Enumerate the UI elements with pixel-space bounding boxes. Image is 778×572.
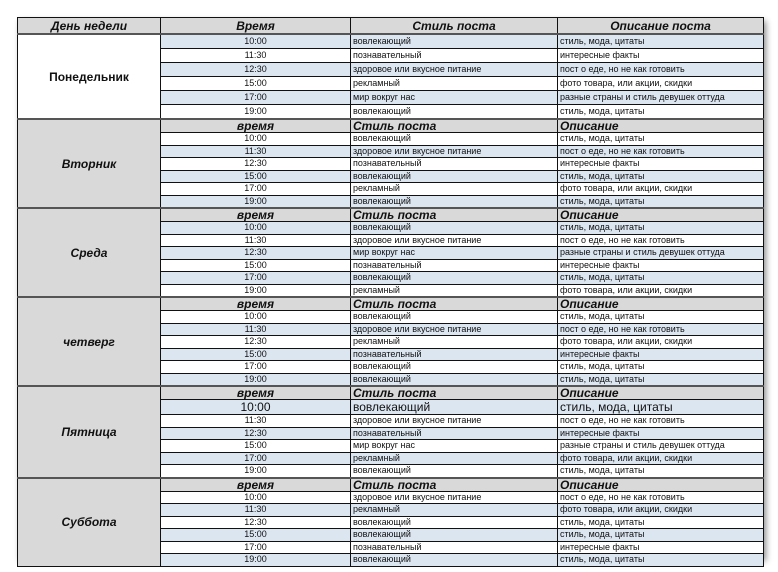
- time-cell[interactable]: 19:00: [161, 195, 351, 208]
- time-cell[interactable]: 19:00: [161, 373, 351, 386]
- post-style-cell[interactable]: вовлекающий: [351, 361, 558, 374]
- time-cell[interactable]: 17:00: [161, 452, 351, 465]
- header-description[interactable]: Описание поста: [558, 18, 764, 35]
- time-cell[interactable]: 15:00: [161, 529, 351, 542]
- post-style-cell[interactable]: вовлекающий: [351, 105, 558, 120]
- post-description-cell[interactable]: пост о еде, но не как готовить: [558, 415, 764, 428]
- post-description-cell[interactable]: фото товара, или акции, скидки: [558, 336, 764, 349]
- post-description-cell[interactable]: разные страны и стиль девушек оттуда: [558, 91, 764, 105]
- post-description-cell[interactable]: фото товара, или акции, скидки: [558, 183, 764, 196]
- post-style-cell[interactable]: познавательный: [351, 259, 558, 272]
- post-style-cell[interactable]: рекламный: [351, 77, 558, 91]
- post-description-cell[interactable]: интересные факты: [558, 49, 764, 63]
- post-style-cell[interactable]: здоровое или вкусное питание: [351, 415, 558, 428]
- post-description-cell[interactable]: стиль, мода, цитаты: [558, 272, 764, 285]
- post-description-cell[interactable]: стиль, мода, цитаты: [558, 34, 764, 49]
- subheader-style[interactable]: Стиль поста: [351, 119, 558, 133]
- subheader-row: [18, 208, 764, 222]
- post-style-cell[interactable]: познавательный: [351, 158, 558, 171]
- time-cell[interactable]: 17:00: [161, 361, 351, 374]
- post-description-cell[interactable]: фото товара, или акции, скидки: [558, 452, 764, 465]
- post-style-cell[interactable]: рекламный: [351, 452, 558, 465]
- header-style[interactable]: Стиль поста: [351, 18, 558, 35]
- time-cell[interactable]: 12:30: [161, 336, 351, 349]
- time-cell[interactable]: 15:00: [161, 77, 351, 91]
- post-style-cell[interactable]: вовлекающий: [351, 311, 558, 324]
- post-style-cell[interactable]: вовлекающий: [351, 465, 558, 478]
- post-description-cell[interactable]: интересные факты: [558, 259, 764, 272]
- post-style-cell[interactable]: здоровое или вкусное питание: [351, 145, 558, 158]
- post-style-cell[interactable]: мир вокруг нас: [351, 91, 558, 105]
- post-description-cell[interactable]: стиль, мода, цитаты: [558, 554, 764, 567]
- post-description-cell[interactable]: пост о еде, но не как готовить: [558, 234, 764, 247]
- subheader-description[interactable]: Описание: [558, 297, 764, 311]
- post-style-cell[interactable]: здоровое или вкусное питание: [351, 234, 558, 247]
- time-cell[interactable]: 10:00: [161, 133, 351, 146]
- time-cell[interactable]: 19:00: [161, 105, 351, 120]
- post-style-cell[interactable]: рекламный: [351, 284, 558, 297]
- post-style-cell[interactable]: здоровое или вкусное питание: [351, 323, 558, 336]
- header-time[interactable]: Время: [161, 18, 351, 35]
- subheader-time[interactable]: время: [161, 386, 351, 400]
- header-day[interactable]: День недели: [18, 18, 161, 35]
- header-row: [18, 18, 764, 35]
- time-cell[interactable]: 17:00: [161, 272, 351, 285]
- post-style-cell[interactable]: вовлекающий: [351, 554, 558, 567]
- subheader-time[interactable]: время: [161, 478, 351, 492]
- post-description-cell[interactable]: интересные факты: [558, 348, 764, 361]
- subheader-row: [18, 119, 764, 133]
- time-cell[interactable]: 10:00: [161, 311, 351, 324]
- time-cell[interactable]: 10:00: [161, 400, 351, 415]
- post-description-cell[interactable]: разные страны и стиль девушек оттуда: [558, 247, 764, 260]
- subheader-row: [18, 386, 764, 400]
- subheader-description[interactable]: Описание: [558, 208, 764, 222]
- post-description-cell[interactable]: фото товара, или акции, скидки: [558, 284, 764, 297]
- subheader-style[interactable]: Стиль поста: [351, 478, 558, 492]
- posting-schedule-table: [17, 17, 764, 567]
- time-cell[interactable]: 15:00: [161, 440, 351, 453]
- post-description-cell[interactable]: пост о еде, но не как готовить: [558, 145, 764, 158]
- post-style-cell[interactable]: вовлекающий: [351, 272, 558, 285]
- post-description-cell[interactable]: стиль, мода, цитаты: [558, 222, 764, 235]
- post-style-cell[interactable]: вовлекающий: [351, 400, 558, 415]
- time-cell[interactable]: 12:30: [161, 247, 351, 260]
- post-style-cell[interactable]: вовлекающий: [351, 133, 558, 146]
- post-style-cell[interactable]: вовлекающий: [351, 34, 558, 49]
- time-cell[interactable]: 11:30: [161, 234, 351, 247]
- time-cell[interactable]: 11:30: [161, 145, 351, 158]
- post-style-cell[interactable]: познавательный: [351, 348, 558, 361]
- post-description-cell[interactable]: фото товара, или акции, скидки: [558, 77, 764, 91]
- post-style-cell[interactable]: рекламный: [351, 504, 558, 517]
- post-description-cell[interactable]: стиль, мода, цитаты: [558, 105, 764, 120]
- post-description-cell[interactable]: стиль, мода, цитаты: [558, 133, 764, 146]
- post-description-cell[interactable]: стиль, мода, цитаты: [558, 373, 764, 386]
- day-name-cell[interactable]: Пятница: [18, 386, 161, 478]
- time-cell[interactable]: 12:30: [161, 158, 351, 171]
- time-cell[interactable]: 15:00: [161, 170, 351, 183]
- subheader-description[interactable]: Описание: [558, 478, 764, 492]
- post-style-cell[interactable]: рекламный: [351, 183, 558, 196]
- time-cell[interactable]: 19:00: [161, 465, 351, 478]
- post-style-cell[interactable]: мир вокруг нас: [351, 247, 558, 260]
- post-description-cell[interactable]: интересные факты: [558, 158, 764, 171]
- time-cell[interactable]: 12:30: [161, 63, 351, 77]
- post-style-cell[interactable]: здоровое или вкусное питание: [351, 491, 558, 504]
- post-description-cell[interactable]: стиль, мода, цитаты: [558, 195, 764, 208]
- day-name-cell[interactable]: Вторник: [18, 119, 161, 208]
- time-cell[interactable]: 11:30: [161, 504, 351, 517]
- subheader-style[interactable]: Стиль поста: [351, 208, 558, 222]
- table-row: [18, 34, 764, 49]
- time-cell[interactable]: 12:30: [161, 516, 351, 529]
- day-name-cell[interactable]: четверг: [18, 297, 161, 386]
- post-style-cell[interactable]: познавательный: [351, 541, 558, 554]
- time-cell[interactable]: 12:30: [161, 427, 351, 440]
- day-name-cell[interactable]: Понедельник: [18, 34, 161, 119]
- post-description-cell[interactable]: стиль, мода, цитаты: [558, 170, 764, 183]
- post-description-cell[interactable]: стиль, мода, цитаты: [558, 465, 764, 478]
- post-style-cell[interactable]: вовлекающий: [351, 222, 558, 235]
- time-cell[interactable]: 11:30: [161, 323, 351, 336]
- post-style-cell[interactable]: вовлекающий: [351, 170, 558, 183]
- post-style-cell[interactable]: вовлекающий: [351, 529, 558, 542]
- time-cell[interactable]: 11:30: [161, 415, 351, 428]
- subheader-style[interactable]: Стиль поста: [351, 386, 558, 400]
- time-cell[interactable]: 19:00: [161, 554, 351, 567]
- subheader-row: [18, 478, 764, 492]
- subheader-time[interactable]: время: [161, 208, 351, 222]
- post-description-cell[interactable]: разные страны и стиль девушек оттуда: [558, 440, 764, 453]
- post-description-cell[interactable]: стиль, мода, цитаты: [558, 311, 764, 324]
- time-cell[interactable]: 10:00: [161, 34, 351, 49]
- day-name-cell[interactable]: Среда: [18, 208, 161, 297]
- post-description-cell[interactable]: стиль, мода, цитаты: [558, 361, 764, 374]
- post-description-cell[interactable]: стиль, мода, цитаты: [558, 400, 764, 415]
- post-style-cell[interactable]: познавательный: [351, 427, 558, 440]
- spreadsheet-page: [17, 17, 763, 565]
- time-cell[interactable]: 19:00: [161, 284, 351, 297]
- time-cell[interactable]: 15:00: [161, 259, 351, 272]
- post-description-cell[interactable]: пост о еде, но не как готовить: [558, 63, 764, 77]
- post-description-cell[interactable]: стиль, мода, цитаты: [558, 529, 764, 542]
- time-cell[interactable]: 17:00: [161, 541, 351, 554]
- time-cell[interactable]: 17:00: [161, 91, 351, 105]
- post-description-cell[interactable]: интересные факты: [558, 427, 764, 440]
- post-style-cell[interactable]: мир вокруг нас: [351, 440, 558, 453]
- subheader-style[interactable]: Стиль поста: [351, 297, 558, 311]
- subheader-row: [18, 297, 764, 311]
- post-description-cell[interactable]: стиль, мода, цитаты: [558, 516, 764, 529]
- subheader-time[interactable]: время: [161, 297, 351, 311]
- time-cell[interactable]: 15:00: [161, 348, 351, 361]
- subheader-description[interactable]: Описание: [558, 386, 764, 400]
- post-style-cell[interactable]: вовлекающий: [351, 516, 558, 529]
- post-description-cell[interactable]: пост о еде, но не как готовить: [558, 491, 764, 504]
- day-name-cell[interactable]: Суббота: [18, 478, 161, 567]
- post-style-cell[interactable]: вовлекающий: [351, 373, 558, 386]
- time-cell[interactable]: 11:30: [161, 49, 351, 63]
- post-description-cell[interactable]: пост о еде, но не как готовить: [558, 323, 764, 336]
- time-cell[interactable]: 10:00: [161, 222, 351, 235]
- post-style-cell[interactable]: здоровое или вкусное питание: [351, 63, 558, 77]
- post-style-cell[interactable]: познавательный: [351, 49, 558, 63]
- subheader-description[interactable]: Описание: [558, 119, 764, 133]
- time-cell[interactable]: 10:00: [161, 491, 351, 504]
- post-style-cell[interactable]: рекламный: [351, 336, 558, 349]
- time-cell[interactable]: 17:00: [161, 183, 351, 196]
- subheader-time[interactable]: время: [161, 119, 351, 133]
- post-description-cell[interactable]: интересные факты: [558, 541, 764, 554]
- post-style-cell[interactable]: вовлекающий: [351, 195, 558, 208]
- post-description-cell[interactable]: фото товара, или акции, скидки: [558, 504, 764, 517]
